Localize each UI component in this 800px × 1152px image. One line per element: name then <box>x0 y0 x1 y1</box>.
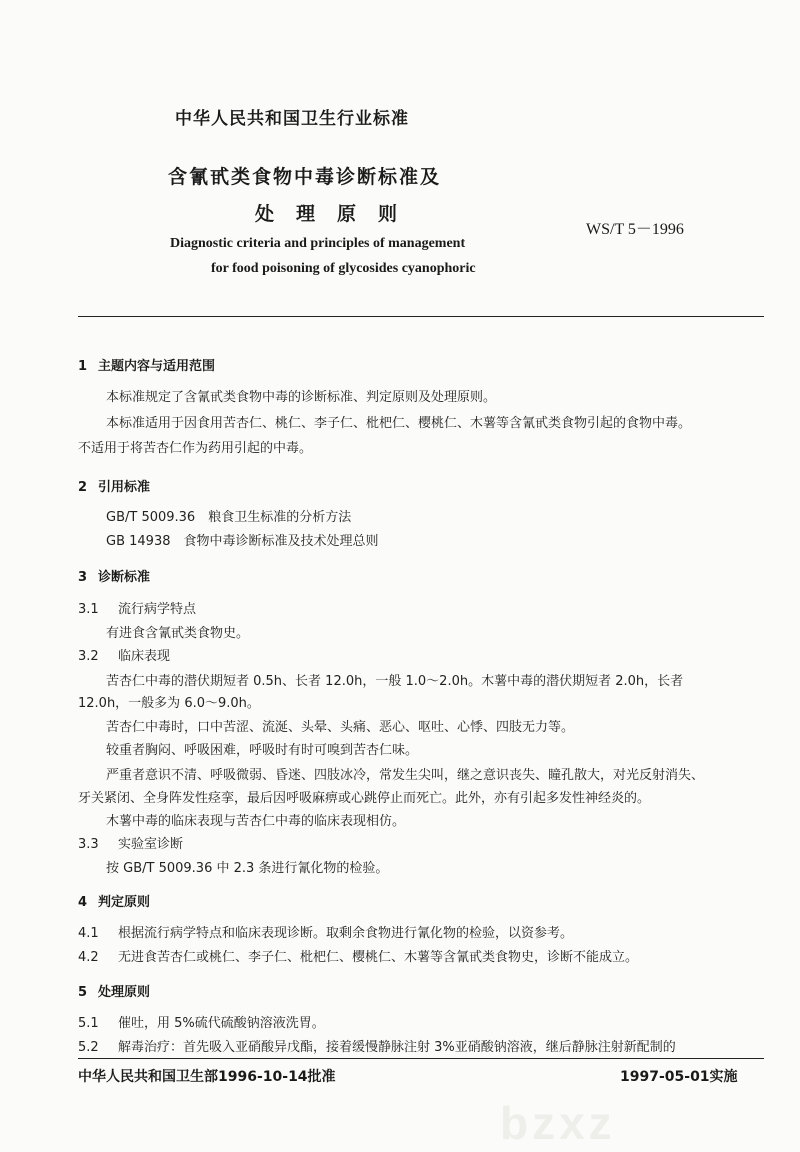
clause-number: 4.1 <box>78 926 99 941</box>
subsection-title: 流行病学特点 <box>118 602 197 617</box>
clause-text: 催吐，用 5%硫代硫酸钠溶液洗胃。 <box>118 1016 325 1031</box>
subsection-number: 3.3 <box>78 837 99 852</box>
paragraph: 本标准适用于因食用苦杏仁、桃仁、李子仁、枇杷仁、樱桃仁、木薯等含氰甙类食物引起的食物中毒。 <box>106 416 692 431</box>
section-2-heading <box>78 476 150 495</box>
doc-title-line2: 处理原则 <box>255 203 420 225</box>
paragraph: 不适用于将苦杏仁作为药用引起的中毒。 <box>78 441 313 456</box>
header-divider <box>78 316 764 317</box>
clause-number: 5.2 <box>78 1040 99 1055</box>
section-number: 4 <box>78 895 88 910</box>
subsection-title: 临床表现 <box>118 649 171 664</box>
subsection-title: 实验室诊断 <box>118 837 184 852</box>
english-title-line2: for food poisoning of glycosides cyanophoric <box>211 261 476 276</box>
section-title: 主题内容与适用范围 <box>98 359 216 374</box>
clause-4-2 <box>78 946 638 965</box>
paragraph: 本标准规定了含氰甙类食物中毒的诊断标准、判定原则及处理原则。 <box>106 390 497 405</box>
section-title: 判定原则 <box>98 895 151 910</box>
paragraph: 严重者意识不清、呼吸微弱、昏迷、四肢冰冷，常发生尖叫，继之意识丧失、瞳孔散大，对光反射消失、 <box>106 768 705 783</box>
clause-5-1 <box>78 1012 325 1031</box>
implementation-date: 1997-05-01实施 <box>620 1069 738 1085</box>
paragraph: 苦杏仁中毒时，口中苦涩、流涎、头晕、头痛、恶心、呕吐、心悸、四肢无力等。 <box>106 720 575 735</box>
section-title: 诊断标准 <box>98 570 151 585</box>
standard-number: WS/T 5－1996 <box>586 221 684 238</box>
section-title: 处理原则 <box>98 985 151 1000</box>
paragraph: 苦杏仁中毒的潜伏期短者 0.5h、长者 12.0h，一般 1.0～2.0h。木薯中毒的潜伏期短者 2.0h，长者 <box>106 674 684 689</box>
reference-item: GB 14938 食物中毒诊断标准及技术处理总则 <box>106 534 379 549</box>
footer-divider <box>78 1058 764 1059</box>
clause-4-1 <box>78 922 573 941</box>
section-number: 5 <box>78 985 88 1000</box>
english-title-line1: Diagnostic criteria and principles of management <box>170 236 466 251</box>
doc-title-line1: 含氰甙类食物中毒诊断标准及 <box>168 166 442 188</box>
paragraph: 按 GB/T 5009.36 中 2.3 条进行氰化物的检验。 <box>106 861 389 876</box>
watermark: bzxz <box>500 1097 616 1149</box>
section-3-heading <box>78 566 150 585</box>
subsection-number: 3.1 <box>78 602 99 617</box>
section-number: 3 <box>78 570 88 585</box>
section-number: 2 <box>78 480 88 495</box>
section-4-heading <box>78 891 150 910</box>
clause-text: 无进食苦杏仁或桃仁、李子仁、枇杷仁、樱桃仁、木薯等含氰甙类食物史，诊断不能成立。 <box>118 950 639 965</box>
paragraph: 12.0h，一般多为 6.0～9.0h。 <box>78 696 260 711</box>
section-5-heading <box>78 981 150 1000</box>
section-number: 1 <box>78 359 88 374</box>
subsection-3-2-heading <box>78 645 170 664</box>
subsection-number: 3.2 <box>78 649 99 664</box>
clause-number: 4.2 <box>78 950 99 965</box>
clause-text: 解毒治疗：首先吸入亚硝酸异戊酯，接着缓慢静脉注射 3%亚硝酸钠溶液，继后静脉注射新配制的 <box>118 1040 676 1055</box>
reference-item: GB/T 5009.36 粮食卫生标准的分析方法 <box>106 510 352 525</box>
paragraph: 较重者胸闷、呼吸困难，呼吸时有时可嗅到苦杏仁味。 <box>106 743 419 758</box>
paragraph: 牙关紧闭、全身阵发性痉挛，最后因呼吸麻痹或心跳停止而死亡。此外，亦有引起多发性神经炎的。 <box>78 791 651 806</box>
approval-line: 中华人民共和国卫生部1996-10-14批准 <box>78 1069 336 1085</box>
clause-number: 5.1 <box>78 1016 99 1031</box>
paragraph: 有进食含氰甙类食物史。 <box>106 626 250 641</box>
subsection-3-1-heading <box>78 598 196 617</box>
clause-text: 根据流行病学特点和临床表现诊断。取剩余食物进行氰化物的检验，以资参考。 <box>118 926 574 941</box>
subsection-3-3-heading <box>78 833 183 852</box>
issuing-org: 中华人民共和国卫生行业标准 <box>175 109 409 129</box>
section-1-heading <box>78 355 215 374</box>
section-title: 引用标准 <box>98 480 151 495</box>
clause-5-2 <box>78 1036 676 1055</box>
paragraph: 木薯中毒的临床表现与苦杏仁中毒的临床表现相仿。 <box>106 814 406 829</box>
